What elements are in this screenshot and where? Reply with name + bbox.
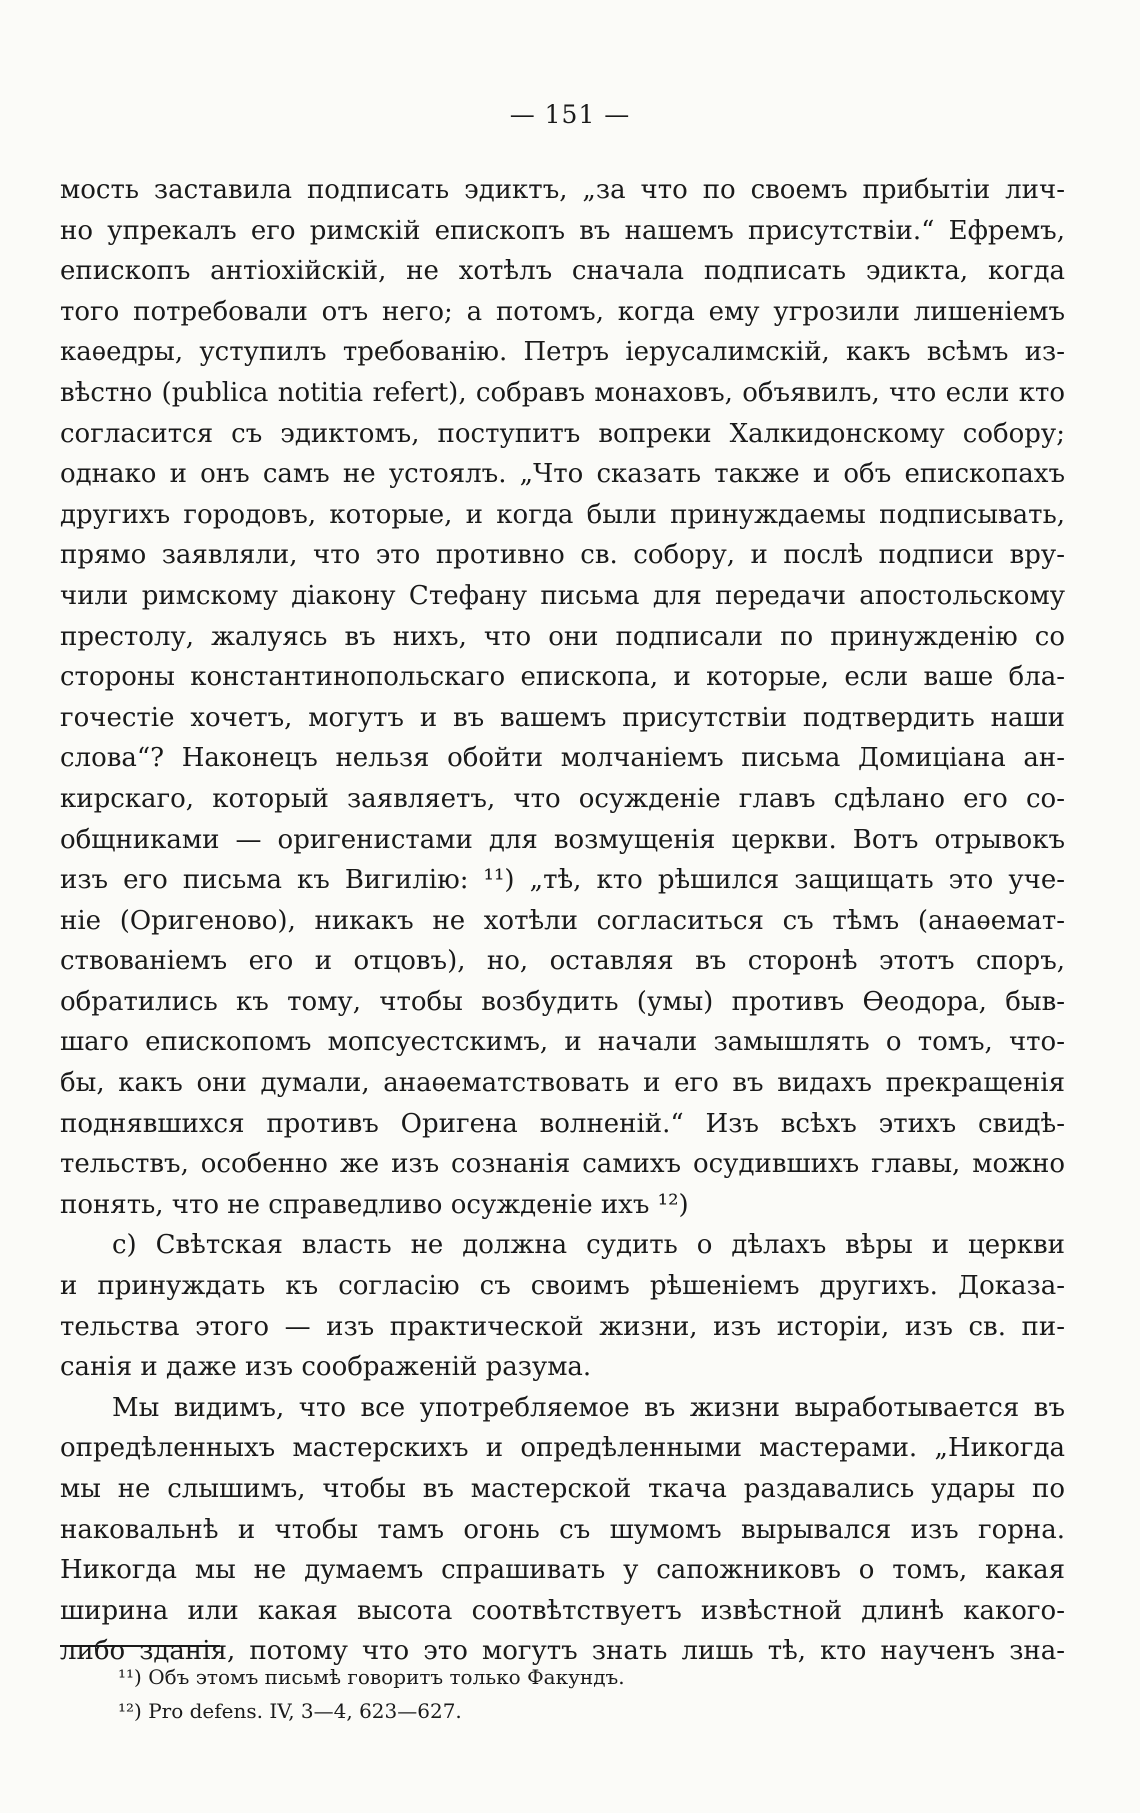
- footnote-12: ¹²) Pro defens. IV, 3—4, 623—627.: [118, 1699, 462, 1723]
- section-heading-line: с) Свѣтская власть не должна судить о дѣлахъ вѣры и церкви: [112, 1230, 1065, 1261]
- text-line: ширина или какая высота соотвѣтствуетъ извѣстной длинѣ какого-: [60, 1595, 1065, 1626]
- text-line: однако и онъ самъ не устоялъ. „Что сказать также и объ епископахъ: [60, 459, 1065, 490]
- text-line: бы, какъ они думали, анаѳематствовать и его въ видахъ прекращенія: [60, 1068, 1065, 1099]
- text-line: прямо заявляли, что это противно св. собору, и послѣ подписи вру-: [60, 540, 1065, 571]
- text-line: опредѣленныхъ мастерскихъ и опредѣленными мастерами. „Никогда: [60, 1433, 1065, 1464]
- footnote-11: ¹¹) Объ этомъ письмѣ говоритъ только Факундъ.: [118, 1665, 625, 1689]
- text-line: другихъ городовъ, которые, и когда были принуждаемы подписывать,: [60, 499, 1065, 530]
- text-line: каѳедры, уступилъ требованію. Петръ іерусалимскій, какъ всѣмъ из-: [60, 337, 1065, 368]
- text-line: тельствъ, особенно же изъ сознанія самихъ осудившихъ главы, можно: [60, 1149, 1065, 1180]
- text-line: Никогда мы не думаемъ спрашивать у сапожниковъ о томъ, какая: [60, 1555, 1065, 1586]
- text-line: и принуждать къ согласію съ своимъ рѣшеніемъ другихъ. Доказа-: [60, 1271, 1065, 1302]
- text-line: мы не слышимъ, чтобы въ мастерской ткача раздавались удары по: [60, 1474, 1065, 1504]
- text-line: гочестіе хочетъ, могутъ и въ вашемъ присутствіи подтвердить наши: [60, 702, 1065, 733]
- body-text: [60, 170, 1065, 1672]
- text-line: того потребовали отъ него; а потомъ, когда ему угрозили лишеніемъ: [60, 296, 1065, 327]
- text-line: поднявшихся противъ Оригена волненій.“ Изъ всѣхъ этихъ свидѣ-: [60, 1108, 1065, 1139]
- text-line: епископъ антіохійскій, не хотѣлъ сначала подписать эдикта, когда: [60, 256, 1065, 287]
- text-line: либо зданія, потому что это могутъ знать лишь тѣ, кто наученъ зна-: [60, 1636, 1065, 1667]
- text-line: ніе (Оригеново), никакъ не хотѣли согласиться съ тѣмъ (анаѳемат-: [60, 905, 1065, 936]
- text-line: шаго епископомъ мопсуестскимъ, и начали замышлять о томъ, что-: [60, 1027, 1065, 1058]
- text-line: стороны константинопольскаго епископа, и которые, если ваше бла-: [60, 662, 1065, 693]
- text-line: обратились къ тому, чтобы возбудить (умы) противъ Ѳеодора, быв-: [60, 986, 1065, 1017]
- text-line: кирскаго, который заявляетъ, что осужденіе главъ сдѣлано его со-: [60, 783, 1065, 814]
- text-line: слова“? Наконецъ нельзя обойти молчаніемъ письма Домиціана ан-: [60, 743, 1065, 774]
- page-number: — 151 —: [509, 100, 631, 129]
- text-line: санія и даже изъ соображеній разума.: [60, 1352, 592, 1383]
- text-line: престолу, жалуясь въ нихъ, что они подписали по принужденію со: [60, 621, 1065, 652]
- footnote-divider: [60, 1645, 220, 1647]
- text-line: наковальнѣ и чтобы тамъ огонь съ шумомъ вырывался изъ горна.: [60, 1514, 1065, 1545]
- text-line: вѣстно (publica notitia refert), собравъ монаховъ, объявилъ, что если кто: [60, 377, 1065, 408]
- text-line: изъ его письма къ Вигилію: ¹¹) „тѣ, кто рѣшился защищать это уче-: [60, 865, 1065, 896]
- text-line: ствованіемъ его и отцовъ), но, оставляя въ сторонѣ этотъ споръ,: [60, 946, 1065, 977]
- text-line: чили римскому діакону Стефану письма для передачи апостольскому: [60, 580, 1065, 611]
- text-line: тельства этого — изъ практической жизни, изъ исторіи, изъ св. пи-: [60, 1311, 1065, 1342]
- text-line: но упрекалъ его римскій епископъ въ нашемъ присутствіи.“ Ефремъ,: [60, 215, 1065, 246]
- footnotes: [118, 1660, 1018, 1728]
- text-line: мость заставила подписать эдиктъ, „за что по своемъ прибытіи лич-: [60, 175, 1065, 205]
- text-line: общниками — оригенистами для возмущенія церкви. Вотъ отрывокъ: [60, 824, 1065, 855]
- text-line: понять, что не справедливо осужденіе ихъ ¹²): [60, 1189, 689, 1220]
- paragraph-start-line: Мы видимъ, что все употребляемое въ жизни выработывается въ: [112, 1392, 1065, 1423]
- text-line: согласится съ эдиктомъ, поступитъ вопреки Халкидонскому собору;: [60, 418, 1065, 449]
